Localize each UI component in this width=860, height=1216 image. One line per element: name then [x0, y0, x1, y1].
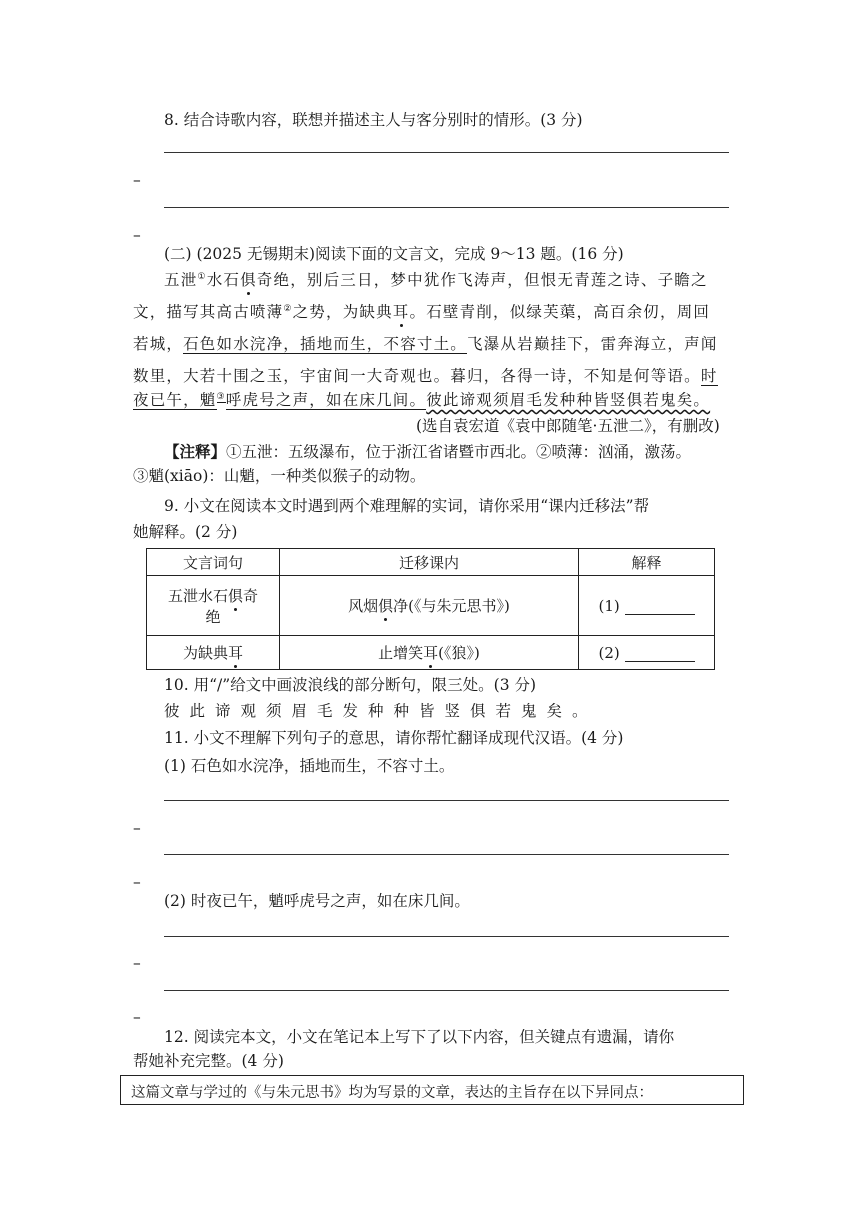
answer-cell[interactable]: (1)	[579, 576, 715, 636]
translate-sentence-2: (2) 时夜已午，魈呼虎号之声，如在床几间。	[164, 892, 470, 910]
question-9: 9. 小文在阅读本文时遇到两个难理解的实词，请你采用“课内迁移法”帮	[164, 497, 650, 515]
notes-line-1: 【注释】①五泄：五级瀑布，位于浙江省诸暨市西北。②喷薄：汹涌，激荡。	[164, 442, 692, 461]
answer-cell[interactable]: (2)	[579, 636, 715, 670]
passage-line-2: 文，描写其高古喷薄②之势，为缺典耳。石壁青削，似绿芙蕖，高百余仞，周回	[133, 303, 711, 321]
notebook-box	[120, 1075, 744, 1105]
dash-mark: –	[133, 226, 141, 244]
table-header: 解释	[579, 549, 715, 576]
punctuation-sentence: 彼此谛观须眉毛发种种皆竖俱若鬼矣。	[164, 702, 598, 720]
table-row: 五泄水石俱奇 绝 风烟俱净(《与朱元思书》) (1)	[147, 576, 715, 636]
dash-mark: –	[133, 954, 141, 972]
part-2-intro: (二) (2025 无锡期末)阅读下面的文言文，完成 9～13 题。(16 分)	[164, 245, 624, 263]
dash-mark: –	[133, 1008, 141, 1026]
wavy-underlined-sentence: 彼此谛观须眉毛发种种皆竖俱若鬼矣。	[426, 391, 711, 409]
notes-line-2: ③魈(xiāo)：山魈，一种类似猴子的动物。	[133, 467, 426, 485]
dash-mark: –	[133, 171, 141, 189]
answer-line	[164, 800, 729, 801]
vocab-table	[146, 548, 715, 670]
question-9-cont: 她解释。(2 分)	[133, 523, 238, 541]
dash-mark: –	[133, 873, 141, 891]
question-11: 11. 小文不理解下列句子的意思，请你帮忙翻译成现代汉语。(4 分)	[164, 729, 624, 747]
passage-line-4: 数里，大若十围之玉，宇宙间一大奇观也。暮归，各得一诗，不知是何等语。时	[133, 367, 718, 385]
answer-line	[164, 207, 729, 208]
question-10: 10. 用“/”给文中画波浪线的部分断句，限三处。(3 分)	[164, 676, 537, 694]
dash-mark: –	[133, 819, 141, 837]
dotted-char: 耳	[392, 303, 410, 321]
answer-line	[164, 936, 729, 937]
table-row: 为缺典耳 止增笑耳(《狼》) (2)	[147, 636, 715, 670]
dotted-char: 俱	[240, 271, 257, 289]
passage-line-1: 五泄①水石俱奇绝，别后三日，梦中犹作飞涛声，但恨无青莲之诗、子瞻之	[164, 271, 708, 289]
table-header: 迁移课内	[280, 549, 579, 576]
answer-line	[164, 854, 729, 855]
question-12: 12. 阅读完本文，小文在笔记本上写下了以下内容，但关键点有遗漏，请你	[164, 1028, 675, 1046]
question-12-cont: 帮她补充完整。(4 分)	[133, 1052, 284, 1070]
notebook-text: 这篇文章与学过的《与朱元思书》均为写景的文章，表达的主旨存在以下异同点：	[131, 1085, 653, 1101]
translate-sentence-1: (1) 石色如水浣净，插地而生，不容寸土。	[164, 757, 455, 775]
passage-source: (选自袁宏道《袁中郎随笔·五泄二》，有删改)	[416, 417, 720, 435]
answer-line	[164, 990, 729, 991]
passage-line-5: 夜已午，魈③呼虎号之声，如在床几间。彼此谛观须眉毛发种种皆竖俱若鬼矣。	[133, 391, 711, 409]
table-header: 文言词句	[147, 549, 280, 576]
passage-line-3: 若城，石色如水浣净，插地而生，不容寸土。飞瀑从岩巅挂下，雷奔海立，声闻	[133, 335, 718, 353]
question-8: 8. 结合诗歌内容，联想并描述主人与客分别时的情形。(3 分)	[164, 111, 583, 129]
answer-line	[164, 152, 729, 153]
underlined-sentence: 石色如水浣净，插地而生，不容寸土。	[183, 335, 468, 353]
